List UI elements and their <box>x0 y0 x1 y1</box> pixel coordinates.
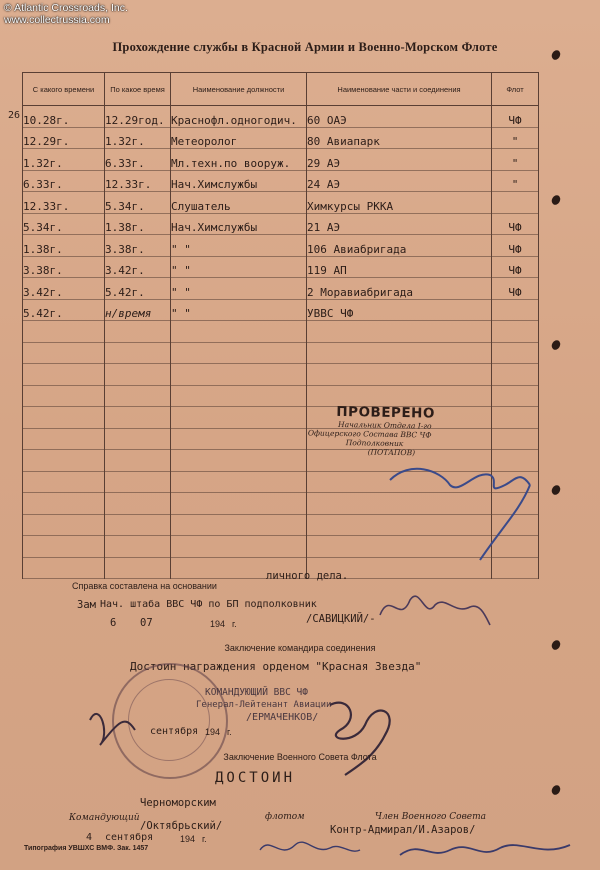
verified-line: (ПОТАПОВ) <box>367 447 416 458</box>
council-verdict: ДОСТОИН <box>215 770 296 786</box>
commander-verdict: Достоин награждения орденом "Красная Звезда" <box>130 660 422 673</box>
header-fleet: Флот <box>492 73 539 106</box>
cell-fleet <box>492 407 539 429</box>
cell-unit <box>307 364 492 386</box>
council-left-title: Черноморским <box>140 797 216 809</box>
cell-from: 12.29г. <box>23 127 105 149</box>
verified-title: ПРОВЕРЕНО <box>336 403 436 422</box>
commander-heading: Заключение командира соединения <box>224 643 376 653</box>
cell-to: 3.42г. <box>105 256 171 278</box>
header-unit: Наименование части и соединения <box>307 73 492 106</box>
table-row <box>23 235 539 257</box>
cell-position <box>171 471 307 493</box>
cell-unit: 106 Авиабригада <box>307 235 492 257</box>
cell-from <box>23 385 105 407</box>
cell-fleet: ЧФ <box>492 256 539 278</box>
cell-from: 12.33г. <box>23 192 105 214</box>
cell-to: 1.32г. <box>105 127 171 149</box>
cell-fleet: ЧФ <box>492 278 539 300</box>
cell-to <box>105 471 171 493</box>
section-title: Прохождение службы в Красной Армии и Военно-Морском Флоте <box>112 40 498 54</box>
council-date-suffix: г. <box>202 834 207 844</box>
website-line: www.collectrussia.com <box>4 14 110 26</box>
cell-position: Нач.Химслужбы <box>171 170 307 192</box>
cell-from <box>23 321 105 343</box>
cell-fleet <box>492 321 539 343</box>
cell-to: 1.38г. <box>105 213 171 235</box>
table-row <box>23 278 539 300</box>
council-signatures-icon <box>250 830 580 870</box>
reference-prefix: Зам <box>77 599 96 611</box>
commander-date-suffix: г. <box>227 727 232 737</box>
cell-from: 3.42г. <box>23 278 105 300</box>
cell-from <box>23 493 105 515</box>
cell-fleet <box>492 299 539 321</box>
reference-name: /САВИЦКИЙ/- <box>306 613 376 625</box>
header-position: Наименование должности <box>171 73 307 106</box>
cell-to: 5.34г. <box>105 192 171 214</box>
cell-fleet: " <box>492 149 539 171</box>
cell-from <box>23 471 105 493</box>
verified-line: Подполковник <box>345 438 404 449</box>
cell-to <box>105 493 171 515</box>
cell-to <box>105 385 171 407</box>
cell-position: Слушатель <box>171 192 307 214</box>
cell-position: " " <box>171 299 307 321</box>
copyright-line: © Atlantic Crossroads, Inc. <box>4 2 128 14</box>
cell-unit: 2 Моравиабригада <box>307 278 492 300</box>
table-row <box>23 170 539 192</box>
cell-position <box>171 342 307 364</box>
cell-fleet: ЧФ <box>492 213 539 235</box>
cell-to <box>105 536 171 558</box>
table-row <box>23 213 539 235</box>
cell-unit: 119 АП <box>307 256 492 278</box>
cell-unit: 80 Авиапарк <box>307 127 492 149</box>
cell-to: 12.33г. <box>105 170 171 192</box>
cell-from: 10.28г. <box>23 106 105 128</box>
table-row <box>23 299 539 321</box>
commander-name: /ЕРМАЧЕНКОВ/ <box>246 712 319 723</box>
cell-unit <box>307 321 492 343</box>
binder-hole-icon <box>550 194 562 207</box>
cell-from <box>23 364 105 386</box>
commander-line: КОМАНДУЮЩИЙ ВВС ЧФ <box>205 687 308 698</box>
cell-to <box>105 557 171 579</box>
cell-from <box>23 514 105 536</box>
cell-to: 5.42г. <box>105 278 171 300</box>
verified-line: Начальник Отдела I-го <box>338 419 432 431</box>
printer-imprint: Типография УВШХС ВМФ. Зак. 1457 <box>24 845 149 852</box>
cell-to <box>105 364 171 386</box>
cell-position <box>171 407 307 429</box>
cell-position <box>171 321 307 343</box>
cell-from <box>23 557 105 579</box>
cell-fleet <box>492 342 539 364</box>
council-left-name: /Октябрьский/ <box>140 820 223 832</box>
cell-position <box>171 536 307 558</box>
council-right-name: Контр-Адмирал/И.Азаров/ <box>330 824 476 836</box>
binder-hole-icon <box>550 784 562 797</box>
table-header-row <box>23 73 539 106</box>
margin-mark: 26 <box>8 110 21 121</box>
reference-year-suffix: г. <box>232 619 237 629</box>
verifier-signature-icon <box>380 440 540 570</box>
verified-line: Офицерского Состава ВВС ЧФ <box>307 428 432 440</box>
cell-from: 6.33г. <box>23 170 105 192</box>
commander-date-month: сентября <box>150 726 199 737</box>
council-date-year: 194 <box>180 834 196 844</box>
header-to: По какое время <box>105 73 171 106</box>
table-row <box>23 364 539 386</box>
cell-to <box>105 428 171 450</box>
council-right-title: Член Военного Совета <box>375 812 487 822</box>
table-row <box>23 385 539 407</box>
commander-line: Генерал-Лейтенант Авиации <box>196 700 332 710</box>
cell-to <box>105 321 171 343</box>
cell-to <box>105 450 171 472</box>
cell-to: 3.38г. <box>105 235 171 257</box>
cell-to <box>105 342 171 364</box>
cell-to <box>105 514 171 536</box>
cell-from: 1.38г. <box>23 235 105 257</box>
cell-position <box>171 450 307 472</box>
binder-holes <box>552 0 572 870</box>
cell-unit: 29 АЭ <box>307 149 492 171</box>
reference-basis: личного дела. <box>266 570 349 582</box>
reference-day: 6 <box>110 617 117 629</box>
cell-from: 5.34г. <box>23 213 105 235</box>
cell-position: " " <box>171 235 307 257</box>
cell-unit: 60 ОАЭ <box>307 106 492 128</box>
cell-unit: 24 АЭ <box>307 170 492 192</box>
reference-label: Справка составлена на основании <box>72 581 217 591</box>
table-row <box>23 106 539 128</box>
cell-position: " " <box>171 278 307 300</box>
savitsky-signature-icon <box>375 585 495 635</box>
cell-from: 1.32г. <box>23 149 105 171</box>
reference-year-prefix: 194 <box>210 619 226 629</box>
cell-position <box>171 514 307 536</box>
table-row <box>23 256 539 278</box>
binder-hole-icon <box>550 339 562 352</box>
reference-signer: Нач. штаба ВВС ЧФ по БП подполковник <box>100 599 317 610</box>
cell-fleet <box>492 364 539 386</box>
cell-to: 6.33г. <box>105 149 171 171</box>
cell-from <box>23 536 105 558</box>
table-row <box>23 149 539 171</box>
cell-from: 3.38г. <box>23 256 105 278</box>
cell-position: Краснофл.одногодич. <box>171 106 307 128</box>
cell-position <box>171 428 307 450</box>
cell-fleet: ЧФ <box>492 235 539 257</box>
cell-to: н/время <box>105 299 171 321</box>
cell-position: Мл.техн.по вооруж. <box>171 149 307 171</box>
cell-from <box>23 407 105 429</box>
cell-fleet: " <box>492 127 539 149</box>
cell-fleet: " <box>492 170 539 192</box>
cell-unit: 21 АЭ <box>307 213 492 235</box>
cell-position: " " <box>171 256 307 278</box>
cell-position <box>171 364 307 386</box>
copyright-watermark <box>4 2 128 26</box>
cell-unit <box>307 342 492 364</box>
binder-hole-icon <box>550 484 562 497</box>
table-row <box>23 342 539 364</box>
council-heading: Заключение Военного Совета Флота <box>223 752 377 762</box>
cell-to <box>105 407 171 429</box>
council-left-prefix: Командующий <box>69 813 140 823</box>
table-row <box>23 192 539 214</box>
cell-unit: Химкурсы РККА <box>307 192 492 214</box>
commander-signature-icon <box>80 690 440 780</box>
reference-month: 07 <box>140 617 153 629</box>
council-date-month: сентября <box>105 832 154 843</box>
cell-fleet <box>492 192 539 214</box>
cell-fleet <box>492 385 539 407</box>
cell-from <box>23 450 105 472</box>
table-row <box>23 127 539 149</box>
table-row <box>23 321 539 343</box>
binder-hole-icon <box>550 49 562 62</box>
council-date-day: 4 <box>86 832 93 843</box>
cell-position: Метеоролог <box>171 127 307 149</box>
cell-to: 12.29год. <box>105 106 171 128</box>
cell-unit: УВВС ЧФ <box>307 299 492 321</box>
cell-position <box>171 493 307 515</box>
cell-position <box>171 385 307 407</box>
council-left-mid: флотом <box>265 812 305 822</box>
header-from: С какого времени <box>23 73 105 106</box>
cell-fleet: ЧФ <box>492 106 539 128</box>
cell-position: Нач.Химслужбы <box>171 213 307 235</box>
commander-date-year: 194 <box>205 727 221 737</box>
cell-from <box>23 428 105 450</box>
cell-from <box>23 342 105 364</box>
cell-from: 5.42г. <box>23 299 105 321</box>
